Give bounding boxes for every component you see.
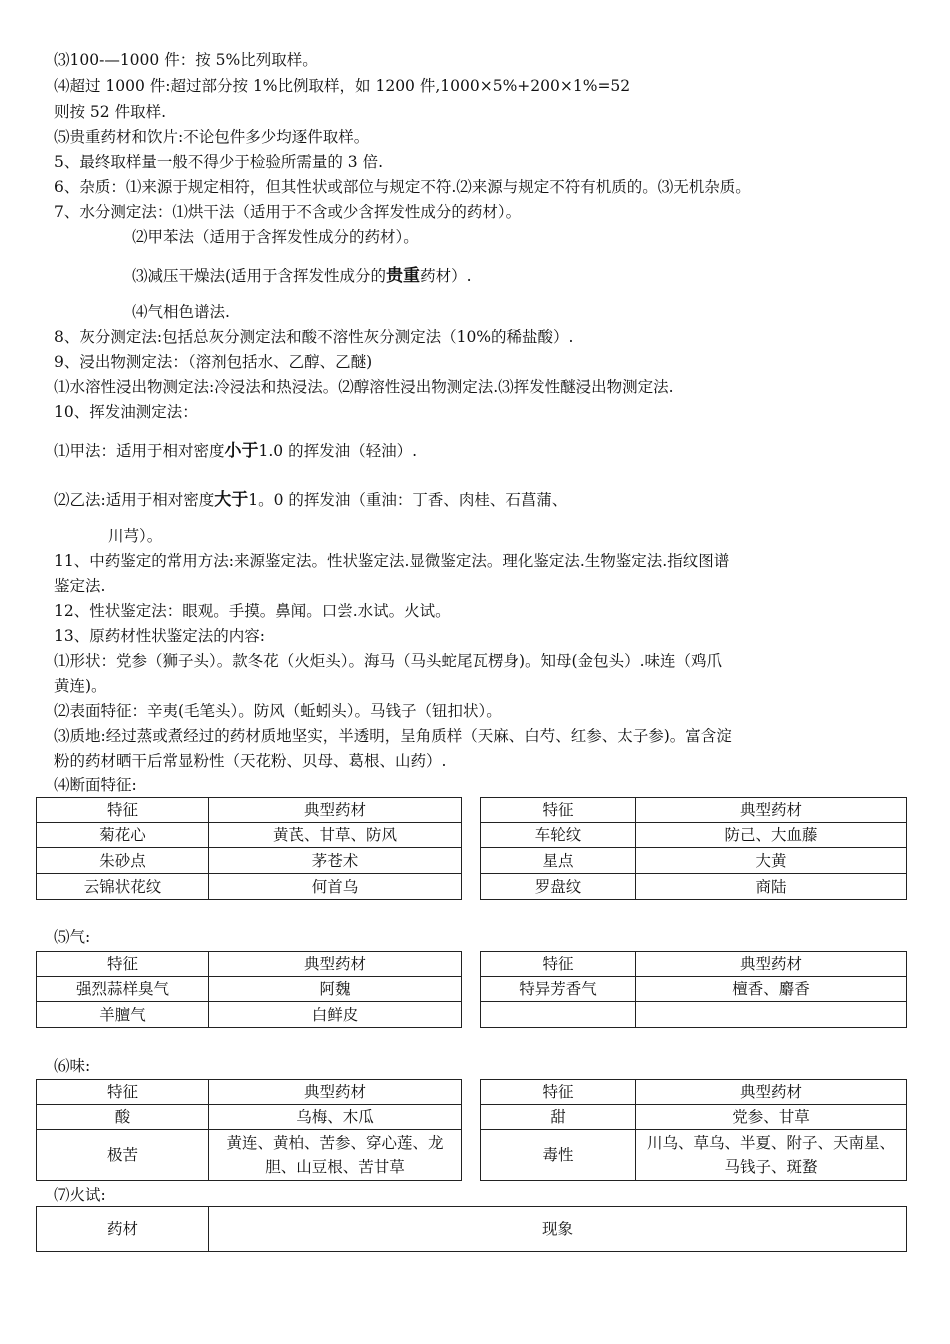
table-row bbox=[37, 1002, 907, 1028]
table-row bbox=[37, 977, 907, 1002]
header-cell: 药材 bbox=[37, 1207, 209, 1252]
text-line: ⑷超过 1000 件:超过部分按 1%比例取样，如 1200 件,1000×5%+200×1%=52 bbox=[54, 77, 631, 95]
text-line: 12、性状鉴定法：眼观。手摸。鼻闻。口尝.水试。火试。 bbox=[54, 602, 451, 620]
text-line: ⑴形状：党参（狮子头）。款冬花（火炬头）。海马（马头蛇尾瓦楞身)。知母(金包头）.味连（鸡爪 bbox=[54, 652, 723, 670]
text-line: 则按 52 件取样. bbox=[54, 103, 167, 121]
table-cell: 黄芪、甘草、防风 bbox=[209, 823, 462, 848]
table-row bbox=[37, 848, 907, 874]
text-line: 黄连)。 bbox=[54, 677, 107, 695]
table-cell: 朱砂点 bbox=[37, 848, 209, 874]
text-segment: ⑴甲法：适用于相对密度 bbox=[54, 442, 225, 460]
table-gap bbox=[462, 798, 481, 823]
text-line: ⑷气相色谱法. bbox=[132, 303, 230, 321]
table-duanmian bbox=[36, 797, 907, 900]
table-cell: 特异芳香气 bbox=[481, 977, 636, 1002]
table-cell: 乌梅、木瓜 bbox=[209, 1105, 462, 1130]
table-gap bbox=[462, 952, 481, 977]
table-row bbox=[37, 1105, 907, 1130]
table-cell: 茅苍术 bbox=[209, 848, 462, 874]
header-cell: 典型药材 bbox=[636, 952, 907, 977]
table-gap bbox=[462, 1130, 481, 1181]
table-cell: 檀香、麝香 bbox=[636, 977, 907, 1002]
text-line: 粉的药材晒干后常显粉性（天花粉、贝母、葛根、山药）. bbox=[54, 752, 447, 770]
header-cell: 典型药材 bbox=[209, 952, 462, 977]
table-header-row bbox=[37, 1080, 907, 1105]
text-segment: 1.0 的挥发油（轻油）. bbox=[258, 442, 418, 460]
text-line bbox=[132, 266, 472, 286]
table-cell: 酸 bbox=[37, 1105, 209, 1130]
text-line: 6、杂质：⑴来源于规定相符，但其性状或部位与规定不符.⑵来源与规定不符有机质的。⑶无机杂质。 bbox=[54, 178, 751, 196]
table-gap bbox=[462, 823, 481, 848]
text-line: 川芎）。 bbox=[108, 527, 163, 545]
text-line: ⑸气: bbox=[54, 928, 91, 946]
table-cell: 防己、大血藤 bbox=[636, 823, 907, 848]
table-cell: 商陆 bbox=[636, 874, 907, 900]
text-line: 7、水分测定法：⑴烘干法（适用于不含或少含挥发性成分的药材）。 bbox=[54, 203, 522, 221]
table-cell: 毒性 bbox=[481, 1130, 636, 1181]
text-line: ⑶100-—1000 件：按 5%比列取样。 bbox=[54, 51, 318, 69]
text-segment: 药材）. bbox=[420, 267, 472, 285]
table-qi bbox=[36, 951, 907, 1028]
table-cell: 阿魏 bbox=[209, 977, 462, 1002]
emphasis-text: 小于 bbox=[224, 441, 259, 461]
table-cell bbox=[481, 1002, 636, 1028]
table-cell: 羊膻气 bbox=[37, 1002, 209, 1028]
header-cell: 典型药材 bbox=[636, 1080, 907, 1105]
emphasis-text: 贵重 bbox=[386, 266, 421, 286]
table-cell: 大黄 bbox=[636, 848, 907, 874]
table-cell bbox=[636, 1002, 907, 1028]
text-segment: 1。0 的挥发油（重油：丁香、肉桂、石菖蒲、 bbox=[248, 491, 568, 509]
table-cell: 星点 bbox=[481, 848, 636, 874]
table-header-row bbox=[37, 798, 907, 823]
table-gap bbox=[462, 977, 481, 1002]
text-line bbox=[54, 490, 567, 510]
table-cell: 极苦 bbox=[37, 1130, 209, 1181]
emphasis-text: 大于 bbox=[214, 490, 249, 510]
table-header-row bbox=[37, 952, 907, 977]
text-line: ⑵表面特征：辛夷(毛笔头）。防风（蚯蚓头）。马钱子（钮扣状）。 bbox=[54, 702, 502, 720]
text-segment: ⑵乙法:适用于相对密度 bbox=[54, 491, 215, 509]
header-cell: 特征 bbox=[481, 1080, 636, 1105]
header-cell: 现象 bbox=[209, 1207, 907, 1252]
text-line: ⑸贵重药材和饮片:不论包件多少均逐件取样。 bbox=[54, 128, 370, 146]
header-cell: 特征 bbox=[37, 1080, 209, 1105]
text-line: 11、中药鉴定的常用方法:来源鉴定法。性状鉴定法.显微鉴定法。理化鉴定法.生物鉴定法.指纹图谱 bbox=[54, 552, 730, 570]
table-cell: 强烈蒜样臭气 bbox=[37, 977, 209, 1002]
table-cell: 车轮纹 bbox=[481, 823, 636, 848]
text-line: ⑹味: bbox=[54, 1057, 91, 1075]
table-header-row bbox=[37, 1207, 907, 1252]
table-cell: 川乌、草乌、半夏、附子、天南星、马钱子、斑蝥 bbox=[636, 1130, 907, 1181]
table-cell: 黄连、黄柏、苦参、穿心莲、龙胆、山豆根、苦甘草 bbox=[209, 1130, 462, 1181]
table-cell: 甜 bbox=[481, 1105, 636, 1130]
text-line: ⑷断面特征: bbox=[54, 776, 137, 794]
header-cell: 典型药材 bbox=[209, 798, 462, 823]
table-cell: 罗盘纹 bbox=[481, 874, 636, 900]
text-line bbox=[54, 441, 417, 461]
table-gap bbox=[462, 1105, 481, 1130]
text-line: 9、浸出物测定法：（溶剂包括水、乙醇、乙醚) bbox=[54, 353, 373, 371]
header-cell: 特征 bbox=[481, 952, 636, 977]
table-row bbox=[37, 874, 907, 900]
text-line: 鉴定法. bbox=[54, 577, 106, 595]
header-cell: 典型药材 bbox=[636, 798, 907, 823]
table-gap bbox=[462, 1080, 481, 1105]
table-row bbox=[37, 823, 907, 848]
text-line: 13、原药材性状鉴定法的内容: bbox=[54, 627, 265, 645]
table-gap bbox=[462, 874, 481, 900]
table-cell: 白鲜皮 bbox=[209, 1002, 462, 1028]
table-cell: 云锦状花纹 bbox=[37, 874, 209, 900]
text-line: ⑶质地:经过蒸或煮经过的药材质地坚实，半透明，呈角质样（天麻、白芍、红参、太子参)。富含淀 bbox=[54, 727, 732, 745]
table-gap bbox=[462, 1002, 481, 1028]
text-line: ⑴水溶性浸出物测定法:冷浸法和热浸法。⑵醇溶性浸出物测定法.⑶挥发性醚浸出物测定法. bbox=[54, 378, 674, 396]
text-line: ⑵甲苯法（适用于含挥发性成分的药材）。 bbox=[132, 228, 419, 246]
header-cell: 特征 bbox=[481, 798, 636, 823]
text-line: 10、挥发油测定法： bbox=[54, 403, 198, 421]
table-gap bbox=[462, 848, 481, 874]
text-segment: ⑶减压干燥法(适用于含挥发性成分的 bbox=[132, 267, 387, 285]
text-line: 8、灰分测定法:包括总灰分测定法和酸不溶性灰分测定法（10%的稀盐酸）. bbox=[54, 328, 574, 346]
header-cell: 特征 bbox=[37, 952, 209, 977]
table-row bbox=[37, 1130, 907, 1181]
header-cell: 特征 bbox=[37, 798, 209, 823]
table-cell: 党参、甘草 bbox=[636, 1105, 907, 1130]
table-huoshi bbox=[36, 1206, 907, 1252]
table-wei bbox=[36, 1079, 907, 1181]
table-cell: 何首乌 bbox=[209, 874, 462, 900]
text-line: 5、最终取样量一般不得少于检验所需量的 3 倍. bbox=[54, 153, 384, 171]
header-cell: 典型药材 bbox=[209, 1080, 462, 1105]
text-line: ⑺火试: bbox=[54, 1186, 106, 1204]
table-cell: 菊花心 bbox=[37, 823, 209, 848]
